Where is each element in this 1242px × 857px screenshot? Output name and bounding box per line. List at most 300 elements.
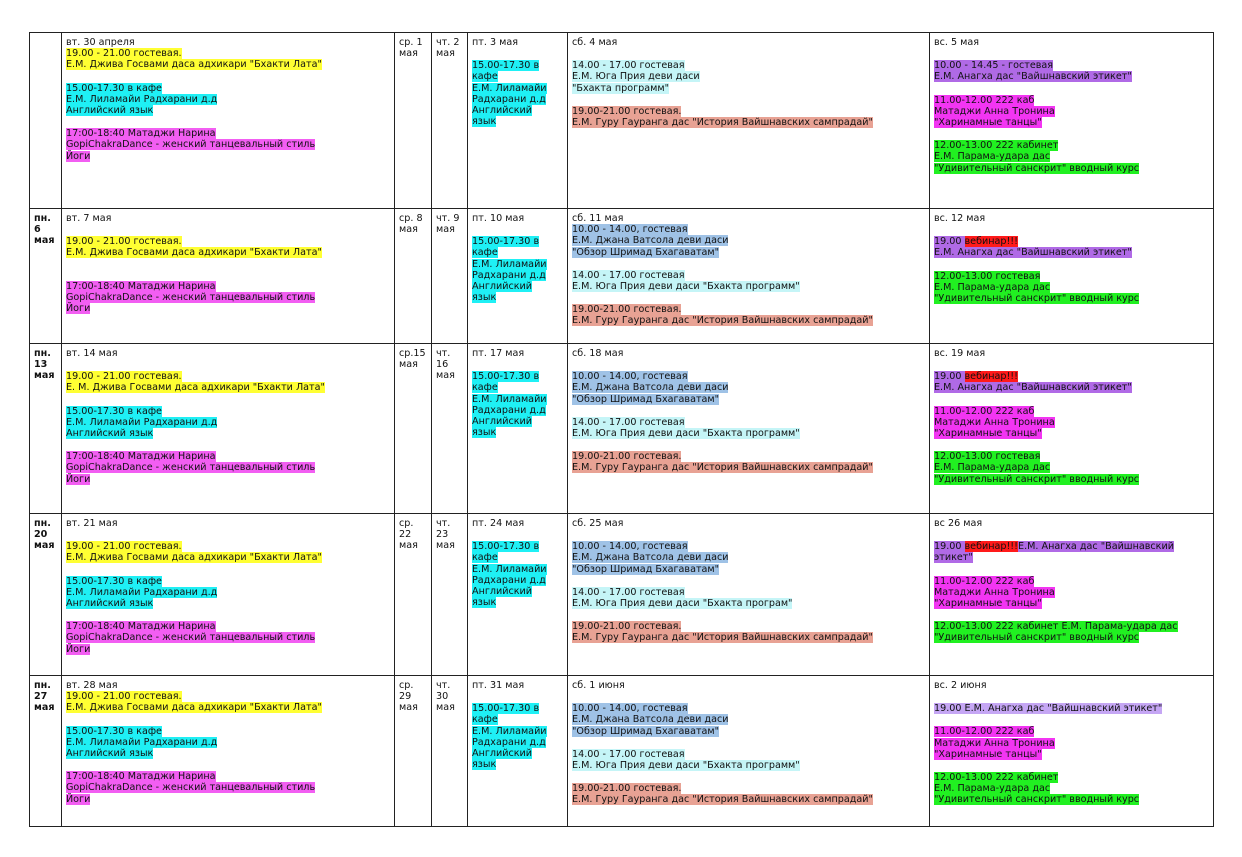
event-text: 19.00 - 21.00 гостевая. — [66, 236, 182, 248]
event-text: Е.М. Лиламайи — [472, 82, 547, 94]
event-line — [934, 140, 1209, 151]
event-line — [66, 139, 390, 150]
event-line — [472, 270, 563, 281]
tue-date: вт. 14 мая — [66, 348, 118, 359]
thursday-date: чт. 16 мая — [436, 348, 455, 382]
event-line — [572, 417, 925, 428]
event-text: 10.00 - 14.00, гостевая — [572, 224, 688, 236]
event-block — [572, 749, 925, 771]
event-block — [572, 270, 925, 292]
event-text: 12.00-13.00 222 кабинет — [934, 772, 1059, 784]
event-text: язык — [472, 116, 497, 128]
event-text: 11.00-12.00 222 каб — [934, 405, 1035, 417]
event-block — [66, 621, 390, 655]
event-line — [934, 60, 1209, 71]
event-line — [934, 271, 1209, 282]
event-line — [66, 587, 390, 598]
sun-date: вс. 5 мая — [934, 37, 980, 48]
event-text: Е.М. Джива Госвами даса адхикари "Бхакти Лата" — [66, 702, 322, 714]
event-text: 19.00 Е.М. Анагха дас "Вайшнавский этикет" — [934, 703, 1163, 715]
event-line — [934, 151, 1209, 162]
event-line — [572, 714, 925, 725]
event-text: Радхарани д.д — [472, 404, 546, 416]
event-line — [66, 371, 390, 382]
fri-date: пт. 31 мая — [472, 680, 525, 691]
event-line — [572, 794, 925, 805]
event-line — [66, 382, 390, 393]
event-text: 14.00 - 17.00 гостевая — [572, 416, 685, 428]
event-line — [572, 726, 925, 737]
event-text: Йоги — [66, 793, 91, 805]
thursday-cell — [432, 33, 468, 209]
event-text: Английский — [472, 586, 533, 598]
event-text: 11.00-12.00 222 каб — [934, 726, 1035, 738]
tue-date: вт. 30 апреля — [66, 37, 135, 48]
event-line — [66, 644, 390, 655]
event-line — [66, 782, 390, 793]
event-text: Е.М. Гуру Гауранга дас "История Вайшнавских сампрадай" — [572, 794, 873, 806]
event-text: 14.00 - 17.00 гостевая — [572, 269, 685, 281]
event-line — [934, 772, 1209, 783]
event-text: 15.00-17.30 в кафе — [66, 575, 162, 587]
event-line — [472, 247, 563, 258]
tue-cell — [62, 344, 395, 514]
event-text: 12.00-13.00 222 кабинет Е.М. Парама-удара дас — [934, 621, 1178, 633]
event-text: язык — [472, 427, 497, 439]
event-line — [934, 621, 1209, 632]
event-text: Е.М. Парама-удара дас — [934, 151, 1051, 163]
event-line — [472, 71, 563, 82]
event-text: Е.М. Лиламайи — [472, 725, 547, 737]
event-text: Е.М. Анагха дас "Вайшнавский этикет" — [934, 71, 1132, 83]
event-line — [66, 236, 390, 247]
event-line — [934, 163, 1209, 174]
event-line — [934, 552, 1209, 563]
event-line — [472, 541, 563, 552]
event-line — [572, 235, 925, 246]
event-line — [572, 60, 925, 71]
event-line — [934, 474, 1209, 485]
event-line — [472, 105, 563, 116]
event-text: Английский язык — [66, 105, 154, 117]
event-text: "Удивительный санскрит" вводный курс — [934, 162, 1140, 174]
event-line — [66, 691, 390, 702]
event-line — [934, 598, 1209, 609]
event-block — [934, 371, 1209, 393]
event-text: Е.М. Анагха дас "Вайшнавский — [1018, 541, 1174, 553]
event-text: 12.00-13.00 гостевая — [934, 270, 1041, 282]
event-text: 12.00-13.00 гостевая — [934, 451, 1041, 463]
event-text: Матаджи Анна Тронина — [934, 737, 1055, 749]
event-text: 19.00-21.00 гостевая. — [572, 621, 682, 633]
event-block — [66, 83, 390, 117]
week-row — [30, 209, 1214, 344]
event-text: "Удивительный санскрит" вводный курс — [934, 794, 1140, 806]
event-line — [934, 247, 1209, 258]
event-block — [66, 726, 390, 760]
event-text: Английский — [472, 416, 533, 428]
event-line — [572, 552, 925, 563]
event-line — [572, 71, 925, 82]
wednesday-date: ср. 22 мая — [399, 518, 418, 552]
thursday-cell — [432, 344, 468, 514]
schedule-body — [30, 33, 1214, 827]
event-block — [66, 451, 390, 485]
event-line — [934, 106, 1209, 117]
event-line — [472, 714, 563, 725]
event-text: Е.М. Лиламайи — [472, 258, 547, 270]
event-line — [572, 247, 925, 258]
event-block — [934, 703, 1209, 714]
event-line — [572, 587, 925, 598]
event-line — [66, 105, 390, 116]
event-block — [572, 621, 925, 643]
event-line — [572, 451, 925, 462]
event-text: Е.М. Юга Прия деви даси "Бхакта программ" — [572, 281, 800, 293]
event-text: Е.М. Юга Прия деви даси "Бхакта програм" — [572, 598, 793, 610]
thursday-date: чт. 2 мая — [436, 37, 460, 60]
event-text: Английский язык — [66, 748, 154, 760]
event-text: Радхарани д.д — [472, 736, 546, 748]
event-text: Е.М. Юга Прия деви даси "Бхакта программ" — [572, 760, 800, 772]
event-text: язык — [472, 292, 497, 304]
event-text: 17:00-18:40 Матаджи Нарина — [66, 451, 216, 463]
event-line — [934, 462, 1209, 473]
week-row — [30, 514, 1214, 676]
event-line — [934, 95, 1209, 106]
event-text: Е.М. Юга Прия деви даси "Бхакта программ" — [572, 428, 800, 440]
thursday-date: чт. 30 мая — [436, 680, 455, 714]
sun-cell — [930, 676, 1214, 827]
wednesday-date: ср.15 мая — [399, 348, 426, 371]
event-text: Е.М. Анагха дас "Вайшнавский этикет" — [934, 382, 1132, 394]
event-text: Радхарани д.д — [472, 574, 546, 586]
event-text: "Удивительный санскрит" вводный курс — [934, 632, 1140, 644]
event-text: "Харинамные танцы" — [934, 428, 1042, 440]
sat-cell — [568, 514, 930, 676]
event-line — [66, 474, 390, 485]
event-text: Е.М. Парама-удара дас — [934, 783, 1051, 795]
event-text: язык — [472, 597, 497, 609]
event-line — [66, 417, 390, 428]
event-line — [472, 371, 563, 382]
event-block — [572, 60, 925, 94]
event-text: 19.00 — [934, 236, 965, 248]
event-line — [66, 292, 390, 303]
event-text: Е.М. Анагха дас "Вайшнавский этикет" — [934, 247, 1132, 259]
event-line — [472, 748, 563, 759]
event-text: 15.00-17.30 в — [472, 236, 540, 248]
event-block — [66, 48, 390, 70]
event-text: 19.00-21.00 гостевая. — [572, 783, 682, 795]
event-line — [66, 247, 390, 258]
event-text: 17:00-18:40 Матаджи Нарина — [66, 621, 216, 633]
event-line — [572, 270, 925, 281]
event-line — [66, 59, 390, 70]
event-text: "Обзор Шримад Бхагаватам" — [572, 563, 720, 575]
sun-cell — [930, 344, 1214, 514]
event-text: Английский — [472, 105, 533, 117]
event-text: Английский — [472, 748, 533, 760]
event-line — [472, 586, 563, 597]
tue-date: вт. 28 мая — [66, 680, 118, 691]
event-block — [472, 371, 563, 438]
event-text: Е.М. Джана Ватсола деви даси — [572, 382, 729, 394]
event-line — [934, 783, 1209, 794]
event-text: Е.М. Гуру Гауранга дас "История Вайшнавских сампрадай" — [572, 117, 873, 129]
webinar-label: вебинар!!! — [964, 371, 1019, 383]
event-line — [572, 541, 925, 552]
event-text: 19.00 - 21.00 гостевая. — [66, 541, 182, 553]
event-line — [934, 236, 1209, 247]
sat-date: сб. 11 мая — [572, 213, 624, 224]
event-line — [934, 428, 1209, 439]
week-row — [30, 344, 1214, 514]
event-line — [472, 60, 563, 71]
event-text: Е.М. Джана Ватсола деви даси — [572, 235, 729, 247]
tue-cell — [62, 514, 395, 676]
event-text: 17:00-18:40 Матаджи Нарина — [66, 771, 216, 783]
event-text: "Харинамные танцы" — [934, 748, 1042, 760]
event-line — [934, 632, 1209, 643]
fri-cell — [468, 514, 568, 676]
fri-date: пт. 24 мая — [472, 518, 525, 529]
event-text: Матаджи Анна Тронина — [934, 105, 1055, 117]
event-text: Е.М. Лиламайи Радхарани д.д — [66, 93, 218, 105]
event-line — [66, 598, 390, 609]
sat-cell — [568, 676, 930, 827]
event-line — [934, 282, 1209, 293]
event-text: "Удивительный санскрит" вводный курс — [934, 293, 1140, 305]
event-text: Е.М. Лиламайи — [472, 393, 547, 405]
event-text: кафе — [472, 247, 498, 259]
event-line — [934, 703, 1209, 714]
event-text: Е.М. Лиламайи — [472, 563, 547, 575]
event-block — [572, 224, 925, 258]
wednesday-cell — [395, 344, 432, 514]
event-text: Е.М. Парама-удара дас — [934, 281, 1051, 293]
wednesday-cell — [395, 676, 432, 827]
event-line — [572, 83, 925, 94]
event-line — [472, 281, 563, 292]
event-line — [572, 598, 925, 609]
event-line — [66, 632, 390, 643]
event-text: Е.М. Джана Ватсола деви даси — [572, 714, 729, 726]
event-line — [572, 703, 925, 714]
sat-cell — [568, 33, 930, 209]
event-line — [472, 703, 563, 714]
event-line — [572, 621, 925, 632]
event-line — [66, 151, 390, 162]
event-block — [472, 236, 563, 303]
event-line — [66, 281, 390, 292]
event-line — [572, 371, 925, 382]
sat-date: сб. 18 мая — [572, 348, 624, 359]
event-block — [572, 417, 925, 439]
event-text: Е.М. Джива Госвами даса адхикари "Бхакти Лата" — [66, 59, 322, 71]
event-line — [572, 749, 925, 760]
event-text: Йоги — [66, 473, 91, 485]
event-line — [66, 48, 390, 59]
event-line — [66, 771, 390, 782]
event-text: 12.00-13.00 222 кабинет — [934, 140, 1059, 152]
event-block — [572, 783, 925, 805]
event-line — [472, 292, 563, 303]
event-block — [934, 726, 1209, 760]
event-line — [572, 632, 925, 643]
event-text: "Обзор Шримад Бхагаватам" — [572, 246, 720, 258]
monday-cell — [30, 344, 62, 514]
event-line — [572, 117, 925, 128]
event-line — [66, 748, 390, 759]
sat-cell — [568, 209, 930, 344]
event-line — [472, 259, 563, 270]
event-text: Е. М. Джива Госвами даса адхикари "Бхакти Лата" — [66, 382, 325, 394]
monday-date: пн. 20 мая — [34, 518, 55, 552]
event-text: Е.М. Гуру Гауранга дас "История Вайшнавских сампрадай" — [572, 462, 873, 474]
event-text: 17:00-18:40 Матаджи Нарина — [66, 280, 216, 292]
tue-cell — [62, 676, 395, 827]
event-text: Радхарани д.д — [472, 269, 546, 281]
wednesday-date: ср. 8 мая — [399, 213, 423, 236]
event-text: 11.00-12.00 222 каб — [934, 575, 1035, 587]
event-block — [934, 271, 1209, 305]
event-text: Е.М. Гуру Гауранга дас "История Вайшнавских сампрадай" — [572, 315, 873, 327]
sun-date: вс 26 мая — [934, 518, 983, 529]
event-line — [934, 541, 1209, 552]
event-block — [66, 771, 390, 805]
sat-date: сб. 25 мая — [572, 518, 624, 529]
event-line — [66, 128, 390, 139]
event-text: GopiChakraDance - женский танцевальный стиль — [66, 462, 316, 474]
wednesday-date: ср. 1 мая — [399, 37, 423, 60]
event-text: 10.00 - 14.00, гостевая — [572, 371, 688, 383]
event-text: GopiChakraDance - женский танцевальный стиль — [66, 291, 316, 303]
event-block — [572, 304, 925, 326]
event-line — [472, 382, 563, 393]
event-line — [472, 427, 563, 438]
event-text: этикет" — [934, 552, 973, 564]
event-line — [934, 371, 1209, 382]
sat-date: сб. 4 мая — [572, 37, 618, 48]
event-line — [472, 552, 563, 563]
event-text: Е.М. Джива Госвами даса адхикари "Бхакти Лата" — [66, 247, 322, 259]
event-text: "Харинамные танцы" — [934, 598, 1042, 610]
event-block — [572, 371, 925, 405]
event-line — [934, 726, 1209, 737]
event-text: "Обзор Шримад Бхагаватам" — [572, 393, 720, 405]
tue-cell — [62, 33, 395, 209]
event-text: 19.00 — [934, 371, 965, 383]
event-line — [934, 749, 1209, 760]
wednesday-cell — [395, 514, 432, 676]
event-block — [572, 451, 925, 473]
event-line — [934, 576, 1209, 587]
event-line — [472, 405, 563, 416]
event-text: Е.М. Джива Госвами даса адхикари "Бхакти Лата" — [66, 552, 322, 564]
monday-date: пн. 13 мая — [34, 348, 55, 382]
event-block — [934, 451, 1209, 485]
monday-cell — [30, 33, 62, 209]
event-block — [66, 371, 390, 393]
event-text: Е.М. Гуру Гауранга дас "История Вайшнавских сампрадай" — [572, 632, 873, 644]
event-text: 19.00-21.00 гостевая. — [572, 105, 682, 117]
event-line — [934, 117, 1209, 128]
event-text: кафе — [472, 552, 498, 564]
event-line — [472, 726, 563, 737]
event-block — [66, 541, 390, 563]
event-text: 19.00-21.00 гостевая. — [572, 304, 682, 316]
event-text: 19.00 - 21.00 гостевая. — [66, 371, 182, 383]
event-line — [472, 116, 563, 127]
event-line — [66, 428, 390, 439]
fri-date: пт. 10 мая — [472, 213, 525, 224]
event-block — [934, 140, 1209, 174]
event-line — [472, 575, 563, 586]
event-line — [66, 552, 390, 563]
event-line — [472, 94, 563, 105]
fri-cell — [468, 676, 568, 827]
event-block — [934, 576, 1209, 610]
event-text: "Харинамные танцы" — [934, 117, 1042, 129]
event-line — [66, 726, 390, 737]
event-text: Английский язык — [66, 428, 154, 440]
event-line — [66, 737, 390, 748]
event-text: "Бхакта программ" — [572, 82, 669, 94]
event-line — [934, 587, 1209, 598]
event-block — [934, 541, 1209, 563]
thursday-cell — [432, 676, 468, 827]
event-block — [572, 587, 925, 609]
event-block — [472, 541, 563, 608]
thursday-cell — [432, 209, 468, 344]
monday-cell — [30, 209, 62, 344]
fri-date: пт. 17 мая — [472, 348, 525, 359]
event-line — [572, 462, 925, 473]
event-text: 11.00-12.00 222 каб — [934, 94, 1035, 106]
event-block — [472, 60, 563, 127]
event-line — [934, 451, 1209, 462]
event-line — [572, 304, 925, 315]
event-line — [572, 281, 925, 292]
event-line — [472, 564, 563, 575]
webinar-label: вебинар!!! — [964, 236, 1019, 248]
event-block — [66, 128, 390, 162]
event-text: 15.00-17.30 в — [472, 703, 540, 715]
week-row — [30, 33, 1214, 209]
event-line — [472, 416, 563, 427]
event-line — [934, 382, 1209, 393]
event-text: 14.00 - 17.00 гостевая — [572, 586, 685, 598]
event-line — [472, 236, 563, 247]
event-block — [572, 703, 925, 737]
event-line — [934, 738, 1209, 749]
event-block — [934, 772, 1209, 806]
event-block — [572, 541, 925, 575]
event-text: 19.00-21.00 гостевая. — [572, 451, 682, 463]
event-line — [572, 394, 925, 405]
event-block — [472, 703, 563, 770]
event-line — [66, 702, 390, 713]
event-line — [934, 293, 1209, 304]
event-text: 15.00-17.30 в — [472, 371, 540, 383]
event-block — [934, 95, 1209, 129]
event-text: "Обзор Шримад Бхагаватам" — [572, 725, 720, 737]
event-block — [572, 106, 925, 128]
event-text: 19.00 — [934, 541, 965, 553]
event-text: кафе — [472, 714, 498, 726]
fri-cell — [468, 209, 568, 344]
